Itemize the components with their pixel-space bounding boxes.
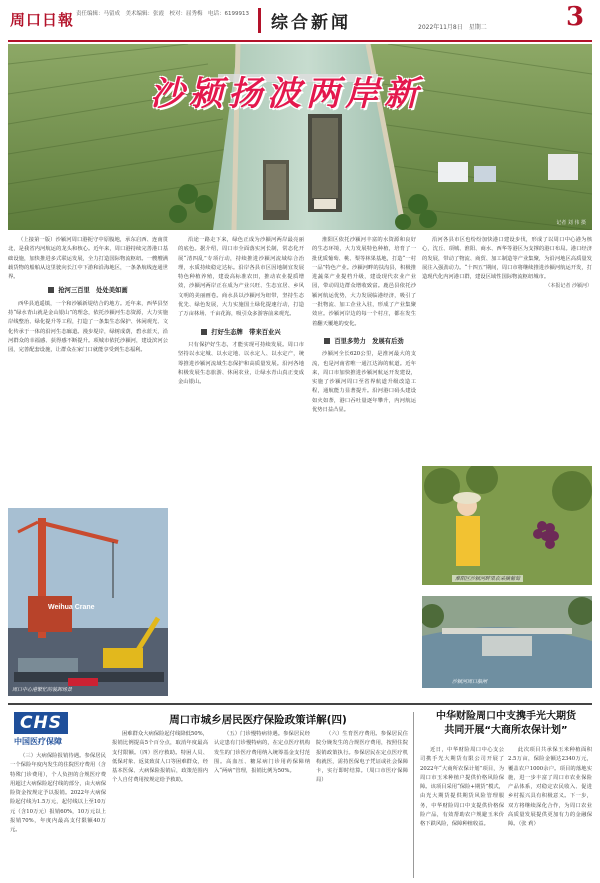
masthead <box>0 0 600 40</box>
bottom-section-rule <box>8 703 592 705</box>
insurance-col-1-text: 近日，中华财险周口中心支公司携手光大期货有限公司开展了2022年“大商所农保计划”项目，为周口市玉米种植户提供价格风险保障。该项目采用“保险+期货”模式，由光大期货提供期货风险管理服务，中华财险周口中支提供价格保险产品，有效帮助农户规避玉米价格下跌风险，保障种植收益。 <box>420 747 504 828</box>
section-heading-3-text: 百里多势力 发展有后劲 <box>334 337 404 345</box>
hero-photo <box>8 44 592 230</box>
grape-image <box>422 466 592 585</box>
medical-col-2 <box>112 730 208 878</box>
section-3-body: 沙颍河全长620公里，是淮河最大的支流，也是河南省唯一通江达海的航道。近年来，周口市加快推进沙颍河航运开发建设，实施了沙颍河周口至省界航道升级改造工程，通航能力显著提升。沿河港口码头建设如火如荼，港口吞吐量逐年攀升，内河航运优势日益凸显。 <box>312 351 416 414</box>
port-crane-photo <box>8 508 168 696</box>
section-heading-3 <box>312 337 416 346</box>
insurance-headline <box>418 710 594 738</box>
insurance-headline-line-1: 中华财险周口中支携手光大期货 <box>436 711 576 722</box>
insurance-col-1 <box>420 746 504 878</box>
medical-col-1-text: （三）大病保险报销待遇。参保居民一个保险年度内发生的住院医疗费用（含特殊门诊费用），个人负担的合规医疗费用超过大病保险起付线的部分，由大病保险资金按规定予以报销。2022年大病保险起付线为1.5万元，起付线以上至10万元（含10万元）报销60%，10万元以上报销70%，年度内最高支付限额40万元。 <box>10 753 106 834</box>
article-column-3 <box>312 236 416 698</box>
article-column-1 <box>8 236 168 504</box>
section-heading-2-text: 打好生态牌 带来百业兴 <box>211 328 281 336</box>
section-1-body: 西华县逍遥镇，一个和沙颍新堤结合的地方。近年来，西华县坚持“绿水青山就是金山银山”的理念，依托沙颍河生态资源，大力实施岸线整治、绿化提升等工程，打造了一条集生态保护、休闲观光、文化传承于一体的沿河生态廊道。漫步堤岸，绿树成荫，碧水蓝天，沿河群众的幸福感、获得感不断提升。项城市依托沙颍河，建设滨河公园，完善配套设施，让群众在家门口就能享受到生态福利。 <box>8 300 168 354</box>
section-heading-2 <box>178 328 304 337</box>
chs-logo <box>14 712 106 752</box>
medical-col-4-text: （六）生育医疗费用。参保居民住院分娩发生的合规医疗费用，按照住院报销政策执行。参保居民在定点医疗机构就医，需持医保电子凭证或社会保障卡，实行即时结算。（周口市医疗保障局） <box>316 731 408 784</box>
chs-logo-subtitle: 中国医疗保障 <box>14 737 62 746</box>
masthead-rule <box>8 40 592 42</box>
hero-photo-credit: 记者 刘 伟 摄 <box>556 220 586 226</box>
issue-date: 2022年11月8日 星期二 <box>418 24 487 31</box>
dam-image <box>422 596 592 688</box>
section-heading-1 <box>8 286 168 295</box>
column-4-body: 沿河各县市区也纷纷加快港口建设步伐，形成了以周口中心港为核心，沈丘、项城、淮阳、商水、西华等港区为支撑的港口布局。港口经济的发展，带动了物流、商贸、加工制造等产业集聚，为沿河地区高质量发展注入强劲动力。“十四五”期间，周口市将继续推进沙颍河航运开发，打造现代化内河港口群，建设区域性国际物流枢纽城市。 <box>422 237 592 281</box>
insurance-col-2 <box>508 746 592 878</box>
medical-col-3 <box>214 730 310 878</box>
bottom-column-divider <box>413 712 414 878</box>
chs-logo-mark: CHS <box>14 712 68 734</box>
dam-caption: 沙颍河周口船闸 <box>452 679 488 685</box>
grape-caption: 淮阳区沙颍河畔果农采摘葡萄 <box>452 575 523 582</box>
column-3-body: 淮阳区依托沙颍河丰富的水资源和良好的生态环境，大力发展特色种植，培育了一批优质葡萄、桃、梨等林果基地，打造“一村一品”特色产业。沙颍河畔的扶沟县，积极推进蔬菜产业提档升级，建设现代农业产业园，带动周边群众增收致富。鹿邑县依托沙颍河航运优势，大力发展临港经济，吸引了一批物流、加工企业入驻，形成了产业集聚效应。沙颍河岸边的每一个村庄，都在发生着翻天覆地的变化。 <box>312 237 416 327</box>
medical-col-2-text: 困难群众大病保险起付线降低50%，报销比例提高5个百分点，取消年度最高支付限额。（四）医疗救助。特困人员、低保对象、返贫致贫人口等困难群众，经基本医保、大病保险报销后，政策范围内个人自付费用按规定给予救助。 <box>112 731 208 784</box>
medical-col-4 <box>316 730 408 878</box>
article-column-2 <box>178 236 304 698</box>
column-2-body: 沿途一路走下来，绿色正成为沙颍河两岸最亮丽的底色。据介绍，周口市全面落实河长制，常态化开展“清四乱”专项行动，持续推进沙颍河流域综合治理，水质持续稳定达标。沿岸各县市区因地制宜发展特色种植养殖，建设高标准农田，推动农业提质增效，沙颍河两岸正在成为产业兴旺、生态宜居、乡风文明的美丽画卷。商水县以沙颍河为纽带，坚持生态优先、绿色发展，大力实施国土绿化提速行动，打造了万亩林场、千亩花海，吸引众多游客前来观光。 <box>178 237 304 318</box>
insurance-headline-line-2: 共同开展“大商所农保计划” <box>444 725 568 736</box>
insurance-col-2-text: 此次项目共承保玉米种植面积2.5万亩，保险金额达2340万元，覆盖农户1000余户。项目的落地实施，进一步丰富了周口市农业保险产品体系，对稳定农民收入、促进乡村振兴具有积极意义。下一步，双方将继续深化合作，为周口农业高质量发展提供更加有力的金融保障。（张 莉） <box>508 747 592 828</box>
article-column-4 <box>422 236 592 462</box>
section-2-body: 只有保护好生态，才能实现可持续发展。周口市坚持以水定城、以水定地、以水定人、以水定产，统筹推进沙颍河流域生态保护和高质量发展。沿河各地积极发展生态旅游、休闲农业，让绿水青山真正变成金山银山。 <box>178 341 304 386</box>
section-heading-1-text: 抢河三百里 处处美如画 <box>58 287 128 295</box>
dam-photo <box>422 596 592 688</box>
article-intro: （上接第一版）沙颍河周口港扼守中原腹地，承东启西、连南贯北，是我省内河航运的龙头和核心。近年来，周口港持续完善港口基础设施，加快推进多式联运发展，全力打造国际物流枢纽。一艘艘满载货物的船舶从这里驶向长江中下游和沿海地区，一条条航线连通世界。 <box>8 237 168 281</box>
page-number: 3 <box>566 2 585 32</box>
newspaper-logo: 周口日報 <box>10 11 75 29</box>
grape-harvest-photo <box>422 466 592 585</box>
medical-insurance-headline: 周口市城乡居民医疗保险政策详解(四) <box>169 714 347 726</box>
hero-headline: 沙颍扬波两岸新 <box>150 74 423 114</box>
medical-col-3-text: （五）门诊慢特病待遇。参保居民经认定患有门诊慢特病的，在定点医疗机构发生的门诊医疗费用纳入统筹基金支付范围。高血压、糖尿病门诊用药保障纳入“两病”管理，报销比例为50%。 <box>214 731 310 775</box>
medical-col-1 <box>10 752 106 878</box>
crane-image <box>8 508 168 696</box>
section-title: 综合新闻 <box>258 8 351 33</box>
editor-credits: 责任编辑：马留成 美术编辑：张霞 校对：屈秀梅 电话：6199913 <box>76 11 249 17</box>
crane-sign-text: Weihua Crane <box>48 604 95 611</box>
article-byline: （本报记者 沙颍河） <box>545 283 592 290</box>
crane-caption: 周口中心港繁忙的装卸场景 <box>12 687 73 693</box>
